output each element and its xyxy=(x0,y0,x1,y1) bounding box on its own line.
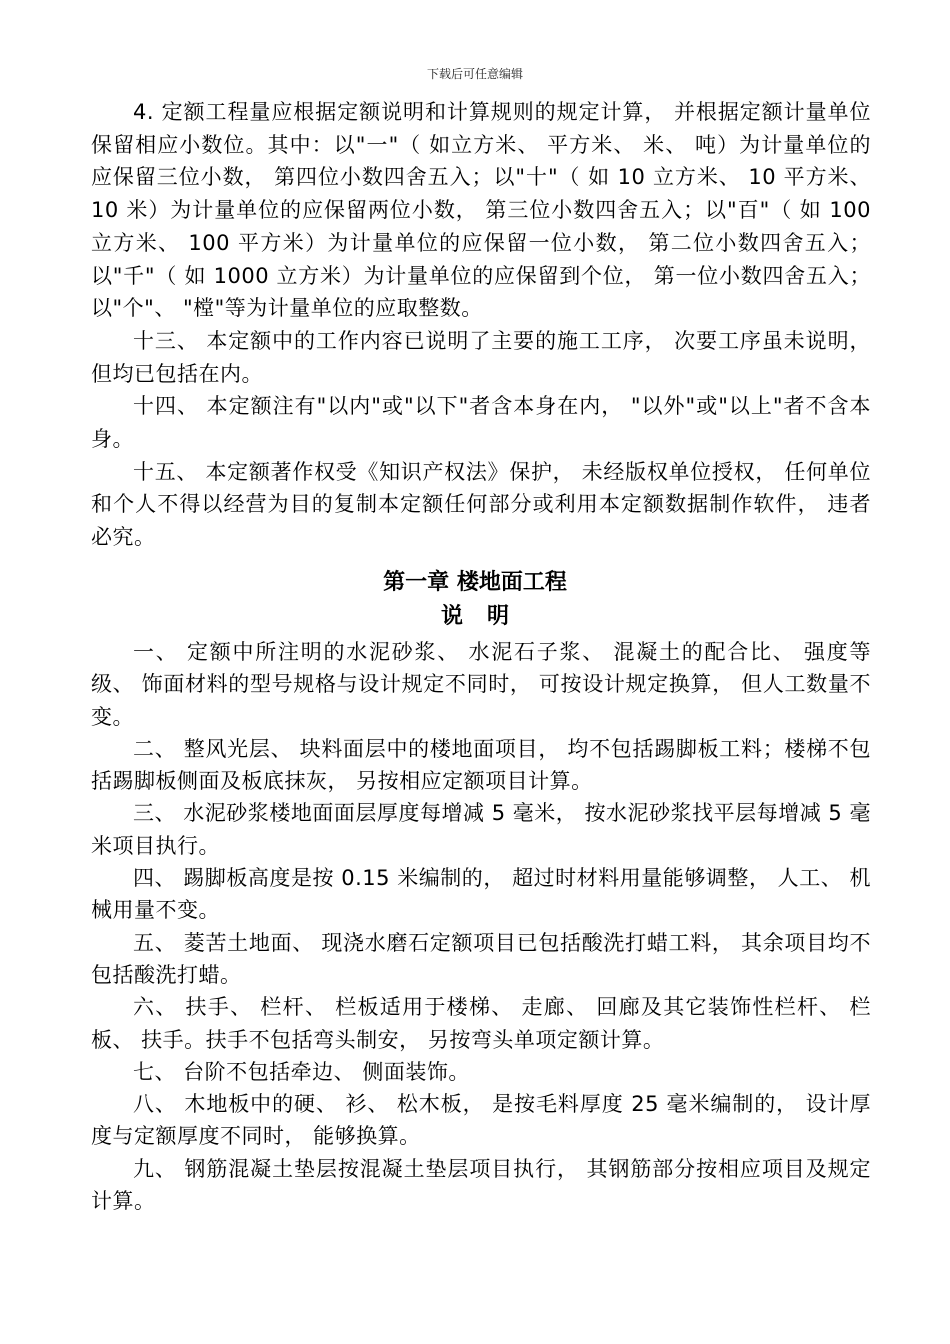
section-title: 说明 xyxy=(440,604,533,629)
intro-section xyxy=(91,96,871,554)
chapter-note-1: 一、 定额中所注明的水泥砂浆、 水泥石子浆、 混凝土的配合比、 强度等级、 饰面材料的型号规格与设计规定不同时， 可按设计规定换算， 但人工数量不变。 xyxy=(91,640,871,729)
paragraph-item-4: 4. 定额工程量应根据定额说明和计算规则的规定计算， 并根据定额计量单位保留相应小数位。其中：以"一"（ 如立方米、 平方米、 米、 吨）为计量单位的应保留三位小数， 第四位小数四舍五入；以"十"（ 如 10 立方米、 10 平方米、 10 米）为计量单位的应保留两位小数， 第三位小数四舍五入；以"百"（ 如 100 立方米、 100 平方米）为计量单位的应保留一位小数， 第二位小数四舍五入；以"千"（ 如 1000 立方米）为计量单位的应保留到个位， 第一位小数四舍五入；以"个"、 "樘"等为计量单位的应取整数。 xyxy=(91,100,871,321)
chapter-note-4: 四、 踢脚板高度是按 0.15 米编制的， 超过时材料用量能够调整， 人工、 机械用量不变。 xyxy=(91,866,871,923)
header-note: 下载后可任意编辑 xyxy=(426,67,523,81)
chapter-note-6: 六、 扶手、 栏杆、 栏板适用于楼梯、 走廊、 回廊及其它装饰性栏杆、 栏板、 扶手。扶手不包括弯头制安， 另按弯头单项定额计算。 xyxy=(91,995,871,1052)
paragraph-item-15: 十五、 本定额著作权受《知识产权法》保护， 未经版权单位授权， 任何单位和个人不得以经营为目的复制本定额任何部分或利用本定额数据制作软件， 违者必究。 xyxy=(91,459,871,550)
chapter-notes-section xyxy=(91,636,871,1217)
paragraph-item-13: 十三、 本定额中的工作内容已说明了主要的施工工序， 次要工序虽未说明， 但均已包括在内。 xyxy=(91,328,871,386)
chapter-note-2: 二、 整风光层、 块料面层中的楼地面项目， 均不包括踢脚板工料；楼梯不包括踢脚板侧面及板底抹灰， 另按相应定额项目计算。 xyxy=(91,736,871,794)
chapter-note-5: 五、 菱苦土地面、 现浇水磨石定额项目已包括酸洗打蜡工料， 其余项目均不包括酸洗打蜡。 xyxy=(91,930,871,987)
chapter-note-9: 九、 钢筋混凝土垫层按混凝土垫层项目执行， 其钢筋部分按相应项目及规定计算。 xyxy=(91,1156,871,1214)
chapter-title: 第一章 楼地面工程 xyxy=(383,570,567,595)
paragraph-item-14: 十四、 本定额注有"以内"或"以下"者含本身在内， "以外"或"以上"者不含本身。 xyxy=(91,394,871,452)
chapter-note-8: 八、 木地板中的硬、 衫、 松木板， 是按毛料厚度 25 毫米编制的， 设计厚度与定额厚度不同时， 能够换算。 xyxy=(91,1092,871,1149)
chapter-note-3: 三、 水泥砂浆楼地面面层厚度每增减 5 毫米， 按水泥砂浆找平层每增减 5 毫米项目执行。 xyxy=(91,801,871,858)
chapter-note-7: 七、 台阶不包括牵边、 侧面装饰。 xyxy=(133,1059,470,1084)
